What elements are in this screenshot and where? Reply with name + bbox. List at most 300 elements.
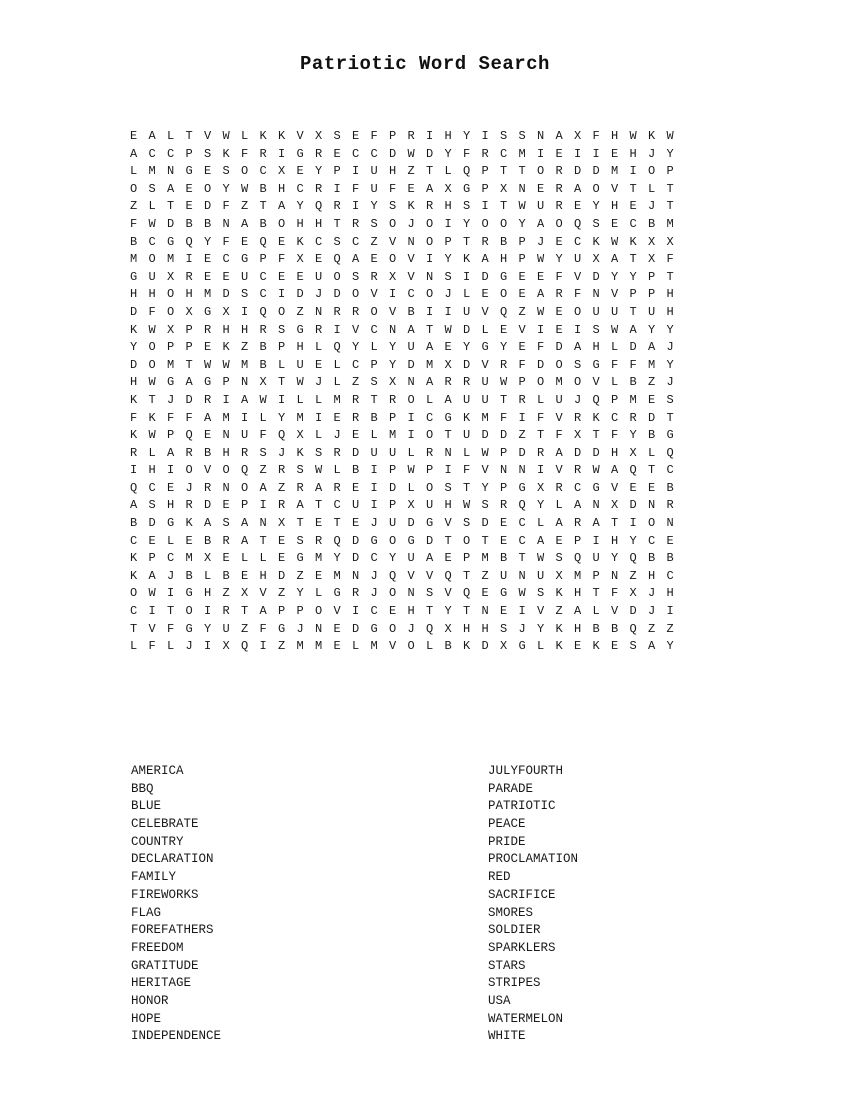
grid-letter: P	[444, 234, 452, 249]
grid-letter: F	[555, 428, 563, 443]
grid-letter: Y	[481, 480, 489, 495]
grid-letter: H	[148, 287, 156, 302]
grid-letter: V	[481, 357, 489, 372]
grid-letter: X	[629, 445, 637, 460]
grid-letter: Z	[481, 568, 489, 583]
grid-letter: I	[370, 498, 378, 513]
grid-letter: V	[259, 586, 267, 601]
grid-letter: N	[426, 269, 434, 284]
grid-letter: Q	[426, 621, 434, 636]
grid-letter: Y	[444, 252, 452, 267]
grid-letter: E	[148, 533, 156, 548]
grid-letter: G	[370, 621, 378, 636]
grid-row	[130, 303, 690, 321]
grid-row	[130, 285, 690, 303]
grid-letter: Y	[463, 216, 471, 231]
grid-letter: D	[481, 269, 489, 284]
grid-letter: G	[296, 146, 304, 161]
grid-letter: R	[315, 146, 323, 161]
grid-letter: Y	[555, 252, 563, 267]
grid-letter: B	[185, 568, 193, 583]
grid-letter: K	[648, 129, 656, 143]
grid-letter: Z	[296, 568, 304, 583]
grid-letter: W	[537, 304, 545, 319]
grid-letter: L	[278, 357, 286, 372]
grid-letter: I	[222, 392, 230, 407]
grid-letter: O	[592, 181, 600, 196]
grid-letter: U	[148, 269, 156, 284]
grid-letter: L	[259, 410, 267, 425]
grid-letter: X	[629, 586, 637, 601]
grid-letter: W	[259, 392, 267, 407]
grid-letter: W	[611, 322, 619, 337]
grid-row	[130, 321, 690, 339]
grid-row	[130, 180, 690, 198]
grid-letter: Y	[463, 340, 471, 355]
grid-letter: S	[426, 586, 434, 601]
grid-letter: X	[500, 639, 508, 654]
grid-letter: K	[592, 234, 600, 249]
grid-letter: S	[296, 463, 304, 478]
grid-letter: U	[592, 304, 600, 319]
grid-letter: R	[185, 498, 193, 513]
grid-letter: A	[167, 181, 175, 196]
grid-letter: B	[500, 234, 508, 249]
grid-letter: K	[407, 199, 415, 214]
grid-letter: D	[352, 445, 360, 460]
grid-letter: U	[222, 621, 230, 636]
grid-letter: L	[333, 375, 341, 390]
grid-letter: K	[222, 146, 230, 161]
grid-letter: E	[611, 216, 619, 231]
grid-letter: T	[666, 181, 674, 196]
grid-row	[130, 145, 690, 163]
page-title: Patriotic Word Search	[300, 53, 550, 75]
grid-letter: O	[426, 428, 434, 443]
grid-letter: M	[315, 551, 323, 566]
grid-letter: I	[204, 639, 212, 654]
grid-letter: R	[204, 392, 212, 407]
grid-letter: I	[592, 533, 600, 548]
grid-letter: M	[241, 357, 249, 372]
grid-letter: I	[518, 410, 526, 425]
word-list-item: STARS	[488, 958, 526, 973]
grid-letter: F	[130, 216, 138, 231]
grid-letter: K	[296, 445, 304, 460]
grid-letter: D	[629, 340, 637, 355]
grid-letter: Q	[333, 340, 341, 355]
grid-letter: Z	[407, 164, 415, 179]
grid-letter: L	[481, 322, 489, 337]
grid-letter: E	[185, 199, 193, 214]
grid-letter: D	[592, 269, 600, 284]
grid-letter: R	[185, 445, 193, 460]
grid-letter: E	[204, 340, 212, 355]
grid-letter: O	[426, 480, 434, 495]
grid-letter: E	[666, 533, 674, 548]
grid-letter: R	[185, 269, 193, 284]
grid-letter: T	[592, 586, 600, 601]
grid-letter: N	[352, 568, 360, 583]
grid-letter: B	[204, 533, 212, 548]
grid-letter: L	[648, 181, 656, 196]
grid-letter: X	[537, 480, 545, 495]
grid-letter: T	[278, 375, 286, 390]
grid-letter: E	[333, 639, 341, 654]
grid-letter: T	[167, 199, 175, 214]
grid-letter: H	[666, 586, 674, 601]
grid-letter: L	[315, 586, 323, 601]
grid-letter: R	[574, 463, 582, 478]
grid-letter: R	[666, 498, 674, 513]
grid-letter: P	[389, 410, 397, 425]
grid-letter: G	[370, 533, 378, 548]
grid-letter: B	[352, 463, 360, 478]
grid-letter: W	[222, 129, 230, 143]
grid-letter: C	[222, 252, 230, 267]
grid-letter: C	[130, 533, 138, 548]
grid-letter: P	[370, 357, 378, 372]
grid-letter: Q	[185, 234, 193, 249]
grid-letter: D	[463, 357, 471, 372]
grid-letter: I	[315, 410, 323, 425]
grid-letter: W	[518, 586, 526, 601]
grid-letter: F	[629, 357, 637, 372]
grid-letter: Q	[629, 463, 637, 478]
grid-letter: B	[648, 551, 656, 566]
grid-letter: T	[629, 252, 637, 267]
grid-letter: S	[463, 199, 471, 214]
grid-letter: Y	[222, 181, 230, 196]
grid-letter: K	[555, 621, 563, 636]
grid-letter: E	[537, 269, 545, 284]
grid-letter: O	[555, 357, 563, 372]
grid-letter: H	[407, 604, 415, 619]
grid-letter: W	[407, 146, 415, 161]
grid-letter: O	[278, 304, 286, 319]
grid-letter: T	[629, 181, 637, 196]
grid-letter: X	[296, 252, 304, 267]
grid-letter: T	[185, 129, 193, 143]
grid-letter: E	[444, 340, 452, 355]
grid-letter: Z	[370, 234, 378, 249]
grid-row	[130, 250, 690, 268]
grid-letter: Y	[278, 410, 286, 425]
grid-letter: E	[611, 146, 619, 161]
grid-letter: T	[130, 621, 138, 636]
grid-letter: Z	[278, 639, 286, 654]
grid-letter: R	[555, 181, 563, 196]
grid-letter: M	[333, 568, 341, 583]
grid-letter: L	[370, 340, 378, 355]
grid-letter: Y	[629, 533, 637, 548]
grid-letter: Y	[500, 340, 508, 355]
grid-letter: C	[148, 234, 156, 249]
grid-letter: C	[611, 410, 619, 425]
grid-letter: L	[407, 480, 415, 495]
grid-letter: C	[130, 604, 138, 619]
grid-letter: D	[481, 516, 489, 531]
grid-letter: R	[315, 533, 323, 548]
grid-letter: F	[222, 234, 230, 249]
grid-letter: Z	[241, 621, 249, 636]
grid-letter: F	[500, 410, 508, 425]
grid-letter: J	[315, 375, 323, 390]
grid-letter: O	[481, 216, 489, 231]
grid-letter: R	[259, 146, 267, 161]
grid-letter: D	[204, 199, 212, 214]
grid-letter: Y	[389, 340, 397, 355]
grid-letter: P	[463, 551, 471, 566]
grid-letter: F	[574, 287, 582, 302]
word-list-item: CELEBRATE	[131, 817, 199, 832]
grid-letter: I	[407, 410, 415, 425]
grid-letter: E	[518, 269, 526, 284]
word-list-item: SPARKLERS	[488, 940, 556, 955]
grid-letter: T	[185, 357, 193, 372]
grid-letter: H	[389, 164, 397, 179]
grid-letter: V	[426, 568, 434, 583]
grid-row	[130, 602, 690, 620]
grid-letter: T	[518, 551, 526, 566]
grid-letter: E	[222, 551, 230, 566]
grid-letter: E	[555, 533, 563, 548]
grid-letter: I	[426, 129, 434, 143]
grid-letter: C	[296, 181, 304, 196]
grid-letter: C	[407, 287, 415, 302]
grid-letter: W	[463, 498, 471, 513]
grid-letter: H	[574, 586, 582, 601]
grid-letter: R	[278, 463, 286, 478]
grid-letter: A	[296, 498, 304, 513]
grid-letter: O	[352, 287, 360, 302]
grid-letter: F	[241, 146, 249, 161]
grid-letter: G	[592, 480, 600, 495]
grid-letter: I	[278, 287, 286, 302]
grid-letter: A	[555, 516, 563, 531]
grid-letter: D	[389, 480, 397, 495]
grid-letter: N	[315, 304, 323, 319]
grid-letter: U	[407, 340, 415, 355]
grid-letter: I	[185, 252, 193, 267]
grid-letter: L	[130, 639, 138, 654]
grid-letter: O	[389, 586, 397, 601]
word-list-item: HONOR	[131, 993, 169, 1008]
grid-letter: E	[333, 410, 341, 425]
grid-letter: A	[241, 533, 249, 548]
grid-letter: C	[666, 463, 674, 478]
grid-letter: P	[574, 533, 582, 548]
grid-letter: U	[407, 551, 415, 566]
word-list-item: WATERMELON	[488, 1011, 564, 1026]
word-list-item: HERITAGE	[131, 976, 192, 991]
grid-letter: Z	[259, 463, 267, 478]
grid-letter: E	[518, 287, 526, 302]
grid-letter: U	[463, 304, 471, 319]
grid-letter: E	[370, 252, 378, 267]
grid-letter: O	[204, 181, 212, 196]
grid-letter: X	[648, 234, 656, 249]
grid-letter: D	[574, 445, 582, 460]
grid-letter: J	[648, 199, 656, 214]
grid-letter: T	[315, 498, 323, 513]
grid-letter: A	[407, 322, 415, 337]
grid-letter: S	[555, 551, 563, 566]
grid-letter: L	[352, 639, 360, 654]
grid-letter: V	[148, 621, 156, 636]
grid-letter: S	[222, 164, 230, 179]
grid-letter: B	[407, 304, 415, 319]
grid-letter: G	[500, 269, 508, 284]
grid-letter: J	[537, 234, 545, 249]
grid-letter: G	[426, 516, 434, 531]
grid-letter: R	[333, 445, 341, 460]
grid-letter: N	[259, 516, 267, 531]
word-list-item: FIREWORKS	[131, 887, 199, 902]
grid-letter: W	[407, 463, 415, 478]
grid-letter: V	[611, 181, 619, 196]
grid-letter: D	[518, 445, 526, 460]
grid-row	[130, 409, 690, 427]
grid-letter: D	[629, 498, 637, 513]
grid-letter: D	[537, 357, 545, 372]
word-list-left	[131, 763, 371, 1046]
grid-letter: W	[241, 181, 249, 196]
grid-letter: I	[537, 463, 545, 478]
grid-letter: I	[592, 146, 600, 161]
grid-letter: E	[204, 164, 212, 179]
grid-letter: T	[648, 463, 656, 478]
grid-letter: B	[185, 216, 193, 231]
grid-letter: K	[463, 639, 471, 654]
grid-letter: R	[574, 410, 582, 425]
word-list-item: SMORES	[488, 905, 534, 920]
grid-letter: W	[481, 445, 489, 460]
grid-letter: E	[500, 533, 508, 548]
grid-letter: N	[444, 445, 452, 460]
grid-letter: K	[130, 428, 138, 443]
grid-letter: B	[259, 181, 267, 196]
grid-letter: C	[648, 533, 656, 548]
grid-letter: E	[648, 392, 656, 407]
grid-letter: V	[481, 304, 489, 319]
grid-letter: U	[370, 445, 378, 460]
grid-letter: N	[666, 516, 674, 531]
grid-letter: X	[592, 252, 600, 267]
grid-letter: C	[148, 146, 156, 161]
grid-letter: J	[648, 146, 656, 161]
grid-letter: T	[370, 392, 378, 407]
grid-letter: S	[352, 269, 360, 284]
grid-letter: L	[648, 445, 656, 460]
grid-letter: L	[241, 551, 249, 566]
grid-letter: L	[333, 463, 341, 478]
grid-letter: D	[204, 498, 212, 513]
grid-letter: R	[555, 287, 563, 302]
grid-letter: A	[259, 480, 267, 495]
grid-letter: E	[629, 480, 637, 495]
grid-row	[130, 637, 690, 655]
grid-letter: P	[666, 164, 674, 179]
grid-letter: O	[407, 639, 415, 654]
grid-letter: E	[629, 199, 637, 214]
grid-letter: Q	[500, 304, 508, 319]
grid-letter: L	[444, 164, 452, 179]
grid-letter: C	[167, 551, 175, 566]
grid-letter: S	[278, 322, 286, 337]
grid-letter: R	[481, 146, 489, 161]
grid-letter: X	[574, 129, 582, 143]
grid-letter: F	[611, 357, 619, 372]
grid-letter: R	[500, 498, 508, 513]
word-list-item: STRIPES	[488, 976, 541, 991]
grid-letter: K	[130, 322, 138, 337]
grid-letter: I	[574, 146, 582, 161]
grid-letter: T	[500, 199, 508, 214]
grid-letter: O	[555, 216, 563, 231]
grid-letter: W	[222, 357, 230, 372]
grid-letter: K	[463, 410, 471, 425]
grid-row	[130, 391, 690, 409]
grid-letter: P	[333, 164, 341, 179]
grid-letter: S	[537, 586, 545, 601]
grid-row	[130, 514, 690, 532]
grid-letter: R	[130, 445, 138, 460]
grid-letter: T	[666, 410, 674, 425]
grid-letter: T	[463, 480, 471, 495]
grid-letter: E	[407, 181, 415, 196]
grid-letter: N	[592, 498, 600, 513]
grid-letter: V	[370, 287, 378, 302]
grid-letter: T	[463, 568, 471, 583]
grid-letter: G	[407, 533, 415, 548]
grid-letter: H	[315, 216, 323, 231]
grid-letter: J	[648, 586, 656, 601]
grid-letter: H	[444, 199, 452, 214]
grid-letter: R	[370, 269, 378, 284]
grid-letter: D	[500, 428, 508, 443]
grid-letter: K	[592, 410, 600, 425]
grid-letter: P	[185, 340, 193, 355]
grid-letter: R	[555, 199, 563, 214]
grid-letter: C	[315, 234, 323, 249]
grid-letter: R	[352, 392, 360, 407]
grid-letter: F	[592, 129, 600, 143]
grid-letter: X	[185, 304, 193, 319]
grid-letter: X	[648, 252, 656, 267]
grid-letter: R	[537, 445, 545, 460]
grid-letter: E	[500, 516, 508, 531]
grid-letter: Q	[463, 164, 471, 179]
grid-letter: A	[241, 516, 249, 531]
grid-letter: M	[296, 639, 304, 654]
grid-letter: G	[204, 304, 212, 319]
grid-letter: A	[241, 216, 249, 231]
letter-grid	[130, 127, 690, 655]
grid-letter: Y	[537, 498, 545, 513]
grid-letter: B	[648, 216, 656, 231]
grid-letter: B	[204, 445, 212, 460]
grid-letter: S	[315, 445, 323, 460]
word-list-item: SOLDIER	[488, 923, 541, 938]
grid-letter: V	[574, 269, 582, 284]
grid-letter: Y	[666, 322, 674, 337]
grid-letter: A	[241, 392, 249, 407]
grid-letter: O	[241, 164, 249, 179]
grid-letter: C	[167, 146, 175, 161]
grid-letter: Q	[592, 392, 600, 407]
grid-letter: C	[259, 164, 267, 179]
